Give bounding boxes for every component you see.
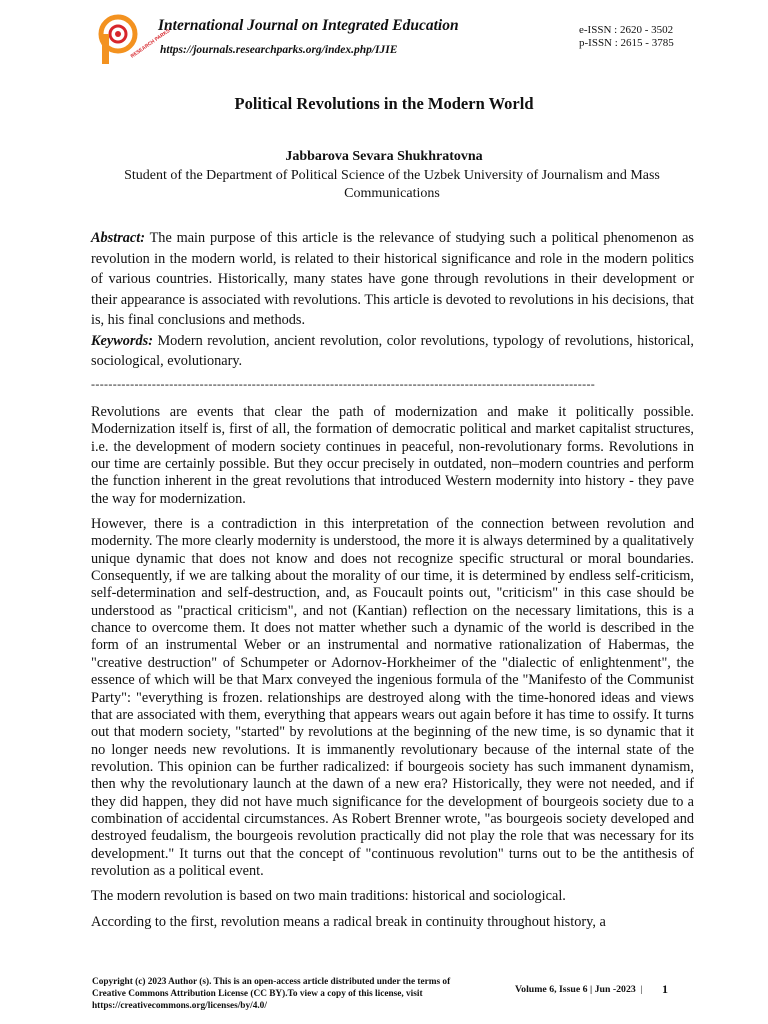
logo-lettering: RESEARCH PARKS xyxy=(129,27,172,60)
author-name: Jabbarova Sevara Shukhratovna xyxy=(285,149,483,164)
volume-text: Volume 6, Issue 6 | Jun -2023 xyxy=(515,984,636,995)
keywords xyxy=(91,331,694,371)
article-title: Political Revolutions in the Modern World xyxy=(234,94,534,113)
section-separator: -------------------------------------------------------------------------------------------------------------------- xyxy=(91,377,596,391)
footer-separator: | xyxy=(640,984,643,995)
article-body xyxy=(91,404,694,939)
abstract xyxy=(91,228,694,331)
body-paragraph-2: However, there is a contradiction in this interpretation of the connection between revolution and modernity. The more clearly modernity is understood, the more it is always determined by a qualitatively unique dynamic that does not know and does not recognize specific structural or moral boundaries. Consequently, if we are talking about the morality of our time, it is determined by endless self-criticism, self-determination and self-destruction, and, as Foucault points out, "criticism" in this case should be understood as "practical criticism", and not (Kantian) reflection on the necessary limitations, this is a chance to overcome them. It does not matter whether such a dynamic of the world is described in the form of an instrumental Weber or an instrumental and normative rationalization of Habermas, the "creative destruction" of Schumpeter or Adornov-Horkheimer of the "dialectic of enlightenment", the essence of which will be that Marx conveyed the ingenious formula of the "Manifesto of the Communist Party": "everything is frozen. relationships are destroyed along with the time-honored ideas and views that are associated with them, everything that appears wears out again before it has time to ossify. It turns out that modern society, "started" by revolutions at the beginning of the new time, is so dynamic that it no longer needs new revolutions. It is immanently revolutionary because of the internal state of the revolution. This opinion can be further radicalized: if bourgeois society has such immanent dynamism, then why the revolutionary launch at the dawn of a new era? Historically, they were not needed, and if they did happen, they did not have much significance for the development of bourgeois society due to a combination of accidental circumstances. As Robert Brenner wrote, "as bourgeois society developed and destroyed feudalism, the bourgeois revolution practically did not play the role that was necessary for its development." It turns out that the concept of "continuous revolution" turns out to be the antithesis of revolution as a political event. xyxy=(91,516,694,879)
body-paragraph-1: Revolutions are events that clear the path of modernization and make it politically possible. Modernization itself is, first of all, the formation of democratic political and market capitalist structures, i.e. the development of modern society continues in peaceful, non-revolutionary forms. Revolutions in our time are certainly possible. But they occur precisely in outdated, non–modern countries and perform the function inherent in the great revolutions that introduced Western modernity into history - they pave the way for modernization. xyxy=(91,404,694,507)
keywords-label: Keywords: xyxy=(91,333,153,349)
body-paragraph-3: The modern revolution is based on two main traditions: historical and sociological. xyxy=(91,888,566,905)
author-affiliation: Student of the Department of Political Science of the Uzbek University of Journalism and Mass Communications xyxy=(124,168,660,201)
issn-block xyxy=(579,24,674,50)
body-paragraph-4: According to the first, revolution means a radical break in continuity throughout history, a xyxy=(91,913,606,930)
eissn: e-ISSN : 2620 - 3502 xyxy=(579,24,674,36)
volume-info xyxy=(515,984,648,995)
journal-logo xyxy=(96,14,172,66)
journal-url[interactable]: https://journals.researchparks.org/index.php/IJIE xyxy=(160,44,398,56)
abstract-label: Abstract: xyxy=(91,230,146,246)
copyright-notice: Copyright (c) 2023 Author (s). This is an open-access article distributed under the terms of Creative Commons Attribution License (CC BY).To view a copy of this license, visit https://creativecommons.org/licenses/by/4.0/ xyxy=(92,977,451,1011)
journal-title: International Journal on Integrated Education xyxy=(158,17,459,34)
keywords-text: Modern revolution, ancient revolution, color revolutions, typology of revolutions, historical, sociological, evolutionary. xyxy=(91,333,694,369)
page-number: 1 xyxy=(662,982,668,996)
pissn: p-ISSN : 2615 - 3785 xyxy=(579,37,674,49)
abstract-text: The main purpose of this article is the relevance of studying such a political phenomenon as revolution in the modern world, is related to their historical significance and role in the modern politics of various countries. Historically, many states have gone through revolutions in their development or their appearance is associated with revolutions. This article is devoted to revolutions in his decisions, that is, his final conclusions and methods. xyxy=(91,230,694,328)
